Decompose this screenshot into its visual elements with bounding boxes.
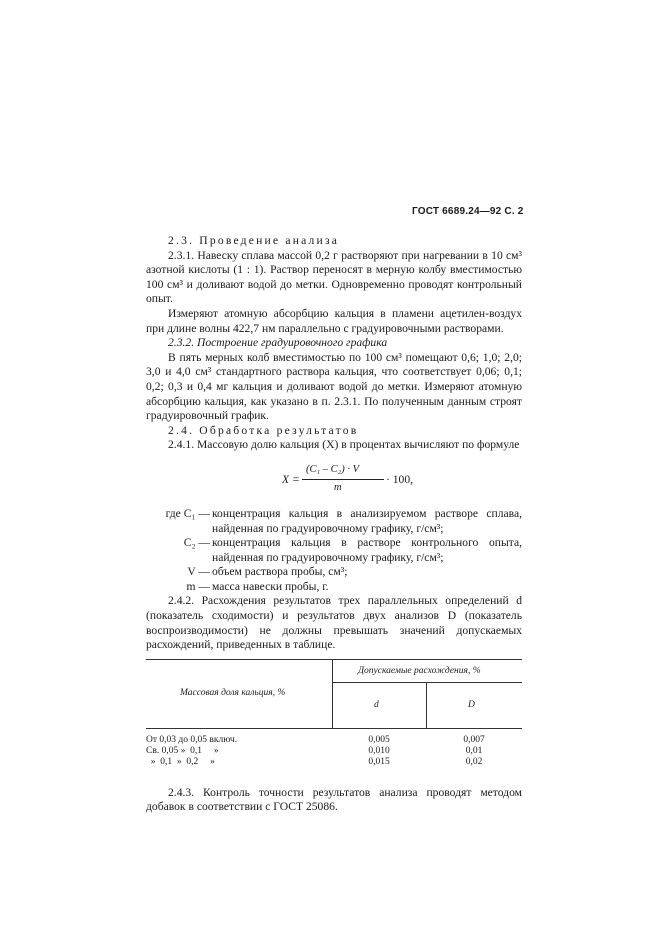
- definition-c2: C₂ — концентрация кальция в растворе контрольного опыта, найденная по градуировочному графику, г/см³;: [183, 536, 522, 564]
- subsection-2-3-2-title: 2.3.2. Построение градуировочного графика: [168, 336, 388, 350]
- formula-fraction-bar: [302, 479, 384, 480]
- formula: [146, 457, 522, 503]
- table-divider-2: [426, 682, 427, 728]
- tolerance-table: [146, 659, 522, 768]
- table-divider: [332, 660, 333, 728]
- formula-numerator: (C₁ – C₂) · V: [306, 463, 360, 475]
- table-row: Св. 0,05 » 0,1 » 0,010 0,01: [146, 745, 483, 756]
- column-header-tolerances: Допускаемые расхождения, %: [358, 665, 481, 676]
- formula-tail: · 100,: [386, 472, 414, 486]
- definition-m: m — масса навески пробы, г.: [186, 579, 329, 593]
- table-row: » 0,1 » 0,2 » 0,015 0,02: [146, 756, 483, 767]
- table-row: От 0,03 до 0,05 включ. 0,005 0,007: [146, 734, 485, 745]
- paragraph-2-3-2: В пять мерных колб вместимостью по 100 см³ помещают 0,6; 1,0; 2,0; 3,0 и 4,0 см³ стандартного раствора кальция, что соответствует 0,06; 0,1; 0,2; 0,3 и 0,4 мг кальция и доливают водой до метки. Измеряют атомную абсорбцию кальция, как указано в п. 2.3.1. По полученным данным строят градуировочный график.: [146, 350, 522, 423]
- table-sub-rule: [332, 682, 522, 683]
- column-header-D: D: [468, 699, 475, 710]
- paragraph-2-4-3: 2.4.3. Контроль точности результатов анализа проводят методом добавок в соответствии с ГОСТ 25086.: [146, 785, 522, 814]
- paragraph-2-3-1-b: Измеряют атомную абсорбцию кальция в пламени ацетилен-воздух при длине волны 422,7 нм параллельно с градуировочными растворами.: [146, 306, 522, 335]
- paragraph-2-4-1: 2.4.1. Массовую долю кальция (X) в процентах вычисляют по формуле: [168, 438, 520, 452]
- formula-denominator: m: [334, 481, 342, 493]
- page-header: ГОСТ 6689.24—92 С. 2: [412, 206, 524, 217]
- section-2-3-title: 2.3. Проведение анализа: [168, 234, 340, 247]
- formula-lhs: X =: [282, 472, 300, 486]
- definition-v: V — объем раствора пробы, см³;: [187, 565, 348, 579]
- column-header-mass-fraction: Массовая доля кальция, %: [180, 687, 286, 698]
- document-body: [146, 234, 522, 815]
- definitions-list: [146, 507, 522, 595]
- column-header-d: d: [374, 699, 379, 710]
- table-header: [146, 660, 522, 729]
- table-body: [146, 729, 522, 768]
- section-2-4-title: 2.4. Обработка результатов: [168, 423, 359, 437]
- definition-c1: где C₁ — концентрация кальция в анализируемом растворе сплава, найденная по градуировочному графику, г/см³;: [165, 506, 522, 535]
- paragraph-2-4-2: 2.4.2. Расхождения результатов трех параллельных определений d (показатель сходимости) и результатов двух анализов D (показатель воспроизводимости) не должны превышать значений допускаемых расхождений, приведенных в таблице.: [146, 594, 522, 652]
- paragraph-2-3-1: 2.3.1. Навеску сплава массой 0,2 г растворяют при нагревании в 10 см³ азотной кислоты (1 : 1). Раствор переносят в мерную колбу вместимостью 100 см³ и доливают водой до метки. Одновременно проводят контрольный опыт.: [146, 248, 522, 306]
